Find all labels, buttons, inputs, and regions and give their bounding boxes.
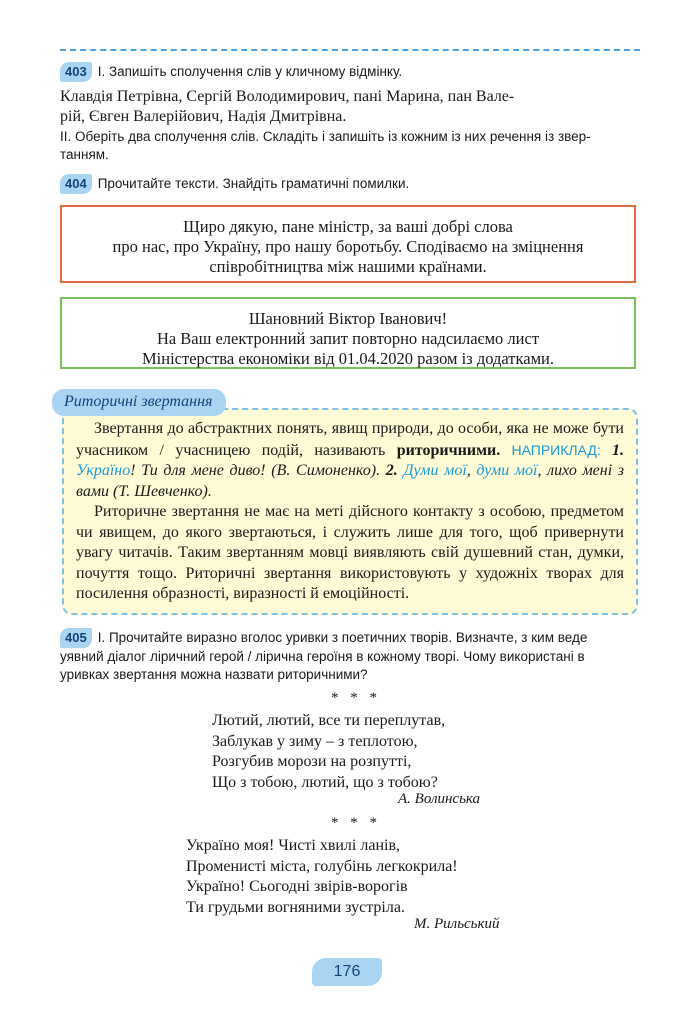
poem-1-line-1: Лютий, лютий, все ти переплутав, <box>212 712 446 729</box>
rule-paragraph-2: Риторичне звертання не має на меті дійсного контакту з особою, предметом чи явищем, до якого звертаються, і служить лише для того, щоб привернути увагу читачів. Таким звертанням мовці виявляють свій душевний стан, думки, почуття тощо. Риторичні звертання використовують у художніх творах для посилення образності, виразності й емоційності. <box>76 503 624 602</box>
example-1-number: 1. <box>612 441 624 459</box>
poem-2 <box>186 836 458 918</box>
text2-line-3: Міністерства економіки від 01.04.2020 разом із додатками. <box>141 349 554 368</box>
poem-1-line-2: Заблукав у зиму – з теплотою, <box>212 732 418 750</box>
example-1-text: ! Ти для мене диво! <box>130 462 272 479</box>
rule-title-tab: Риторичні звертання <box>52 389 226 416</box>
exercise-404-task <box>60 174 640 194</box>
poem-2-line-2: Променисті міста, голубінь легкокрила! <box>186 857 458 875</box>
exercise-404-task-text: Прочитайте тексти. Знайдіть граматичні помилки. <box>97 176 410 191</box>
example-1-source: (В. Симоненко). <box>271 462 381 479</box>
exercise-403-number: 403 <box>60 62 92 82</box>
example-2-number: 2. <box>385 462 404 479</box>
task2-line-2: танням. <box>60 147 109 162</box>
text1-line-3: співробітництва між нашими країнами. <box>209 257 487 276</box>
example-2-address-1: Думи мої <box>403 462 467 479</box>
rule-paragraph-1 <box>76 419 624 502</box>
task405-line-1: І. Прочитайте виразно вголос уривки з поетичних творів. Визначте, з ким веде <box>97 630 588 645</box>
rule-term: риторичними. <box>396 441 501 459</box>
task2-line-1: ІІ. Оберіть два сполучення слів. Складіть і запишіть із кожним із них речення із звер- <box>60 129 591 144</box>
page-number: 176 <box>312 958 382 986</box>
exercise-405-task <box>60 628 640 684</box>
task405-line-2: уявний діалог ліричний герой / лірична героїня в кожному творі. Чому використані в <box>60 649 585 664</box>
poem-1 <box>212 711 445 793</box>
poem-2-line-3: Україно! Сьогодні звірів-ворогів <box>186 878 408 895</box>
poem-2-line-1: Україно моя! Чисті хвилі ланів, <box>186 837 401 854</box>
example-2-address-2: думи мої <box>476 462 538 479</box>
exercise-405-number: 405 <box>60 628 92 648</box>
names-line-2: рій, Євген Валерійович, Надія Дмитрівна. <box>60 107 347 125</box>
exercise-404-number: 404 <box>60 174 92 194</box>
poem-1-line-4: Що з тобою, лютий, що з тобою? <box>212 773 438 791</box>
poem-2-line-4: Ти грудьми вогняними зустріла. <box>186 898 405 916</box>
example-2-source: (Т. Шевченко). <box>113 482 212 500</box>
exercise-403-task1-text: І. Запишіть сполучення слів у кличному відмінку. <box>97 64 403 79</box>
text-box-1 <box>60 205 636 283</box>
text-box-2 <box>60 297 636 369</box>
poem-2-stars: * * * <box>331 815 381 831</box>
exercise-403-names <box>60 87 640 126</box>
exercise-403-task1 <box>60 62 640 82</box>
poem-1-author: А. Волинська <box>398 791 481 807</box>
example-2-separator: , <box>466 462 477 479</box>
example-label: НАПРИКЛАД: <box>500 441 612 458</box>
names-line-1: Клавдія Петрівна, Сергій Володимирович, пані Марина, пан Вале- <box>60 88 515 105</box>
poem-1-stars: * * * <box>331 690 381 706</box>
poem-1-line-3: Розгубив морози на розпутті, <box>212 753 412 770</box>
top-dashed-rule <box>60 49 640 51</box>
rule-p1-text: Звертання до абстрактних понять, явищ природи, до особи, яка не може бути учасником / учасницею подій, називають <box>76 420 624 459</box>
text2-line-1: Шановний Віктор Іванович! <box>248 309 448 328</box>
example-1-address: Україно <box>76 462 131 479</box>
text1-line-1: Щиро дякую, пане міністр, за ваші добрі слова <box>183 217 513 236</box>
task405-line-3: уривках звертання можна назвати риторичними? <box>60 667 368 682</box>
rule-box <box>62 408 638 615</box>
text2-line-2: На Ваш електронний запит повторно надсилаємо лист <box>156 329 540 348</box>
text1-line-2: про нас, про Україну, про нашу боротьбу. Сподіваємо на зміцнення <box>112 237 584 256</box>
exercise-403-task2 <box>60 128 640 164</box>
example-2-text: , лихо мені з вами <box>76 462 625 500</box>
poem-2-author: М. Рильський <box>414 916 500 932</box>
